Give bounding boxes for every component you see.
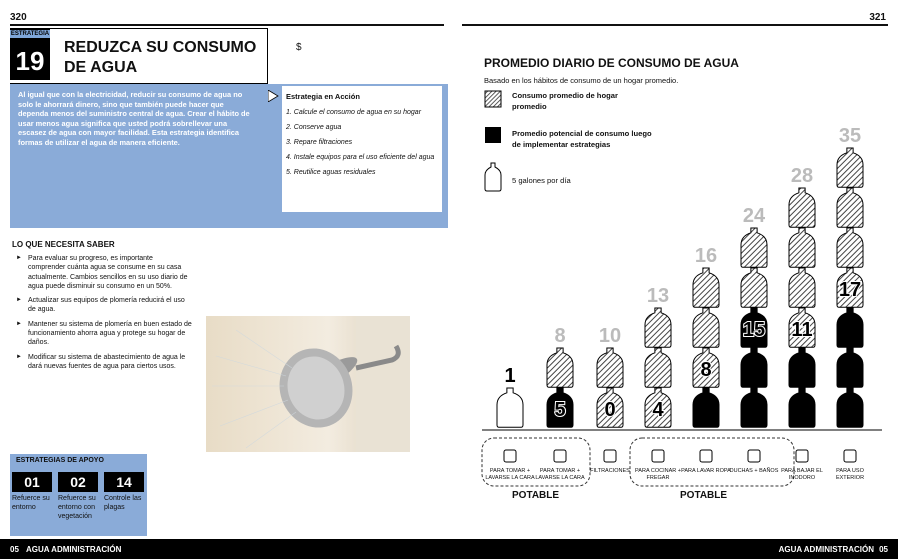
average-value-label: 10 bbox=[598, 325, 622, 347]
average-value-label: 13 bbox=[646, 285, 670, 307]
page-number-left: 320 bbox=[10, 12, 27, 23]
bottle-mark bbox=[789, 268, 815, 307]
need-item: ► Actualizar sus equipos de plomería reducirá el uso de agua. bbox=[16, 296, 192, 315]
arrow-icon bbox=[268, 90, 282, 102]
bottle-mark bbox=[597, 348, 623, 387]
bottle-mark bbox=[497, 388, 523, 427]
footer-bar bbox=[0, 539, 898, 559]
legend-unit: 5 galones por día bbox=[512, 176, 571, 185]
bottle-mark bbox=[693, 268, 719, 307]
potential-value-label: 17 bbox=[838, 279, 862, 301]
category-label: FILTRACIONES bbox=[590, 468, 630, 474]
action-item: 1. Calcule el consumo de agua en su hogar bbox=[286, 109, 422, 116]
potential-value-label: 15 bbox=[742, 319, 766, 341]
bottle-mark bbox=[547, 348, 573, 387]
potential-value-label: 5 bbox=[554, 399, 566, 421]
category-label: DUCHAS + BAÑOS bbox=[729, 468, 779, 474]
legend-potential: Promedio potencial de consumo luego de implementar estrategias bbox=[512, 129, 652, 149]
chart-title: PROMEDIO DIARIO DE CONSUMO DE AGUA bbox=[484, 56, 739, 70]
footer-left-label: AGUA ADMINISTRACIÓN bbox=[26, 545, 122, 554]
category-icon bbox=[504, 450, 516, 462]
legend-average: Consumo promedio de hogar promedio bbox=[512, 91, 618, 111]
average-value-label: 35 bbox=[838, 125, 862, 147]
cost-indicator: $ bbox=[296, 42, 302, 53]
showerhead-photo bbox=[206, 316, 410, 452]
category-icon bbox=[652, 450, 664, 462]
bottle-mark bbox=[741, 388, 767, 427]
bottle-mark bbox=[693, 388, 719, 427]
potential-value-label: 4 bbox=[652, 399, 664, 421]
bottle-mark bbox=[741, 268, 767, 307]
category-icon bbox=[604, 450, 616, 462]
category-label: PARA TOMAR + LAVARSE LA CARA bbox=[485, 468, 535, 481]
bottle-mark bbox=[837, 348, 863, 387]
strategy-tag-label: ESTRATEGIA bbox=[10, 31, 50, 37]
bottle-mark bbox=[789, 188, 815, 227]
support-title: ESTRATEGIAS DE APOYO bbox=[16, 457, 104, 464]
need-item: ► Mantener su sistema de plomería en buen estado de funcionamiento ahorra agua y protege su hogar de daños. bbox=[16, 320, 192, 348]
bottle-mark bbox=[837, 188, 863, 227]
bottle-mark bbox=[645, 348, 671, 387]
average-value-label: 1 bbox=[504, 365, 516, 387]
category-icon bbox=[700, 450, 712, 462]
average-value-label: 8 bbox=[554, 325, 566, 347]
page-number-right: 321 bbox=[869, 12, 886, 23]
average-value-label: 28 bbox=[790, 165, 814, 187]
category-icon bbox=[554, 450, 566, 462]
action-item: 5. Reutilice aguas residuales bbox=[286, 169, 376, 176]
average-value-label: 24 bbox=[742, 205, 766, 227]
bottle-mark bbox=[789, 348, 815, 387]
support-number: 01 bbox=[12, 472, 52, 492]
page-title: REDUZCA SU CONSUMO DE AGUA bbox=[64, 39, 257, 76]
category-label: PARA BAJAR EL INODORO bbox=[781, 468, 823, 481]
action-list bbox=[286, 108, 436, 183]
support-label: Refuerce su entorno bbox=[12, 495, 50, 511]
bottle-mark bbox=[837, 308, 863, 347]
strategy-tag bbox=[10, 28, 50, 80]
bottle-mark bbox=[837, 228, 863, 267]
support-number: 14 bbox=[104, 472, 144, 492]
category-icon bbox=[748, 450, 760, 462]
footer-right-number: 05 bbox=[879, 545, 888, 554]
potential-value-label: 8 bbox=[700, 359, 712, 381]
showerhead-icon bbox=[206, 316, 410, 452]
category-icon bbox=[796, 450, 808, 462]
strategy-number: 19 bbox=[15, 46, 45, 76]
potable-label: POTABLE bbox=[680, 490, 728, 501]
action-title: Estrategia en Acción bbox=[286, 92, 360, 101]
potable-label: POTABLE bbox=[512, 490, 560, 501]
bottle-mark bbox=[789, 228, 815, 267]
water-consumption-chart bbox=[470, 60, 890, 500]
potential-value-label: 11 bbox=[791, 319, 813, 341]
bottle-mark bbox=[693, 308, 719, 347]
bottle-mark bbox=[741, 348, 767, 387]
potential-value-label: 0 bbox=[604, 399, 616, 421]
support-number: 02 bbox=[58, 472, 98, 492]
bottle-mark bbox=[789, 388, 815, 427]
category-label: PARA USO EXTERIOR bbox=[835, 468, 865, 481]
action-item: 2. Conserve agua bbox=[286, 124, 342, 131]
footer-right-label: AGUA ADMINISTRACIÓN bbox=[778, 545, 874, 554]
top-rule-left bbox=[10, 24, 444, 26]
bottle-mark bbox=[837, 388, 863, 427]
intro-text: Al igual que con la electricidad, reducir su consumo de agua no solo le ahorrará dinero, sino que también puede hacer que dependa menos del suministro central de agua. Crear el hábito de usar menos agua significa que usted podrá sobrellevar una escasez de agua con mayor facilidad. Esta estrategia identifica formas de utilizar el agua de manera eficiente. bbox=[18, 90, 250, 147]
top-rule-right bbox=[462, 24, 888, 26]
category-label: PARA LAVAR ROPA bbox=[681, 468, 731, 474]
need-title: LO QUE NECESITA SABER bbox=[12, 240, 115, 249]
support-label: Controle las plagas bbox=[104, 495, 142, 511]
need-item: ► Modificar su sistema de abastecimiento de agua le dará nuevas fuentes de agua para ciertos usos. bbox=[16, 353, 192, 372]
bottle-mark bbox=[837, 148, 863, 187]
average-value-label: 16 bbox=[694, 245, 718, 267]
category-label: PARA COCINAR + FREGAR bbox=[635, 468, 681, 481]
need-item: ► Para evaluar su progreso, es importante comprender cuánta agua se consume en su casa actualmente. Cambios sencillos en su uso diario de agua puede disminuir su consumo en un 50%. bbox=[16, 254, 192, 291]
footer-left-number: 05 bbox=[10, 545, 19, 554]
action-item: 4. Instale equipos para el uso eficiente del agua bbox=[286, 154, 435, 161]
chart-subtitle: Basado en los hábitos de consumo de un hogar promedio. bbox=[484, 76, 679, 85]
bottle-mark bbox=[645, 308, 671, 347]
bottle-mark bbox=[741, 228, 767, 267]
action-item: 3. Repare filtraciones bbox=[286, 139, 353, 146]
category-icon bbox=[844, 450, 856, 462]
category-label: PARA TOMAR + LAVARSE LA CARA bbox=[535, 468, 585, 481]
support-label: Refuerce su entorno con vegetación bbox=[58, 495, 96, 520]
need-list bbox=[16, 254, 192, 376]
